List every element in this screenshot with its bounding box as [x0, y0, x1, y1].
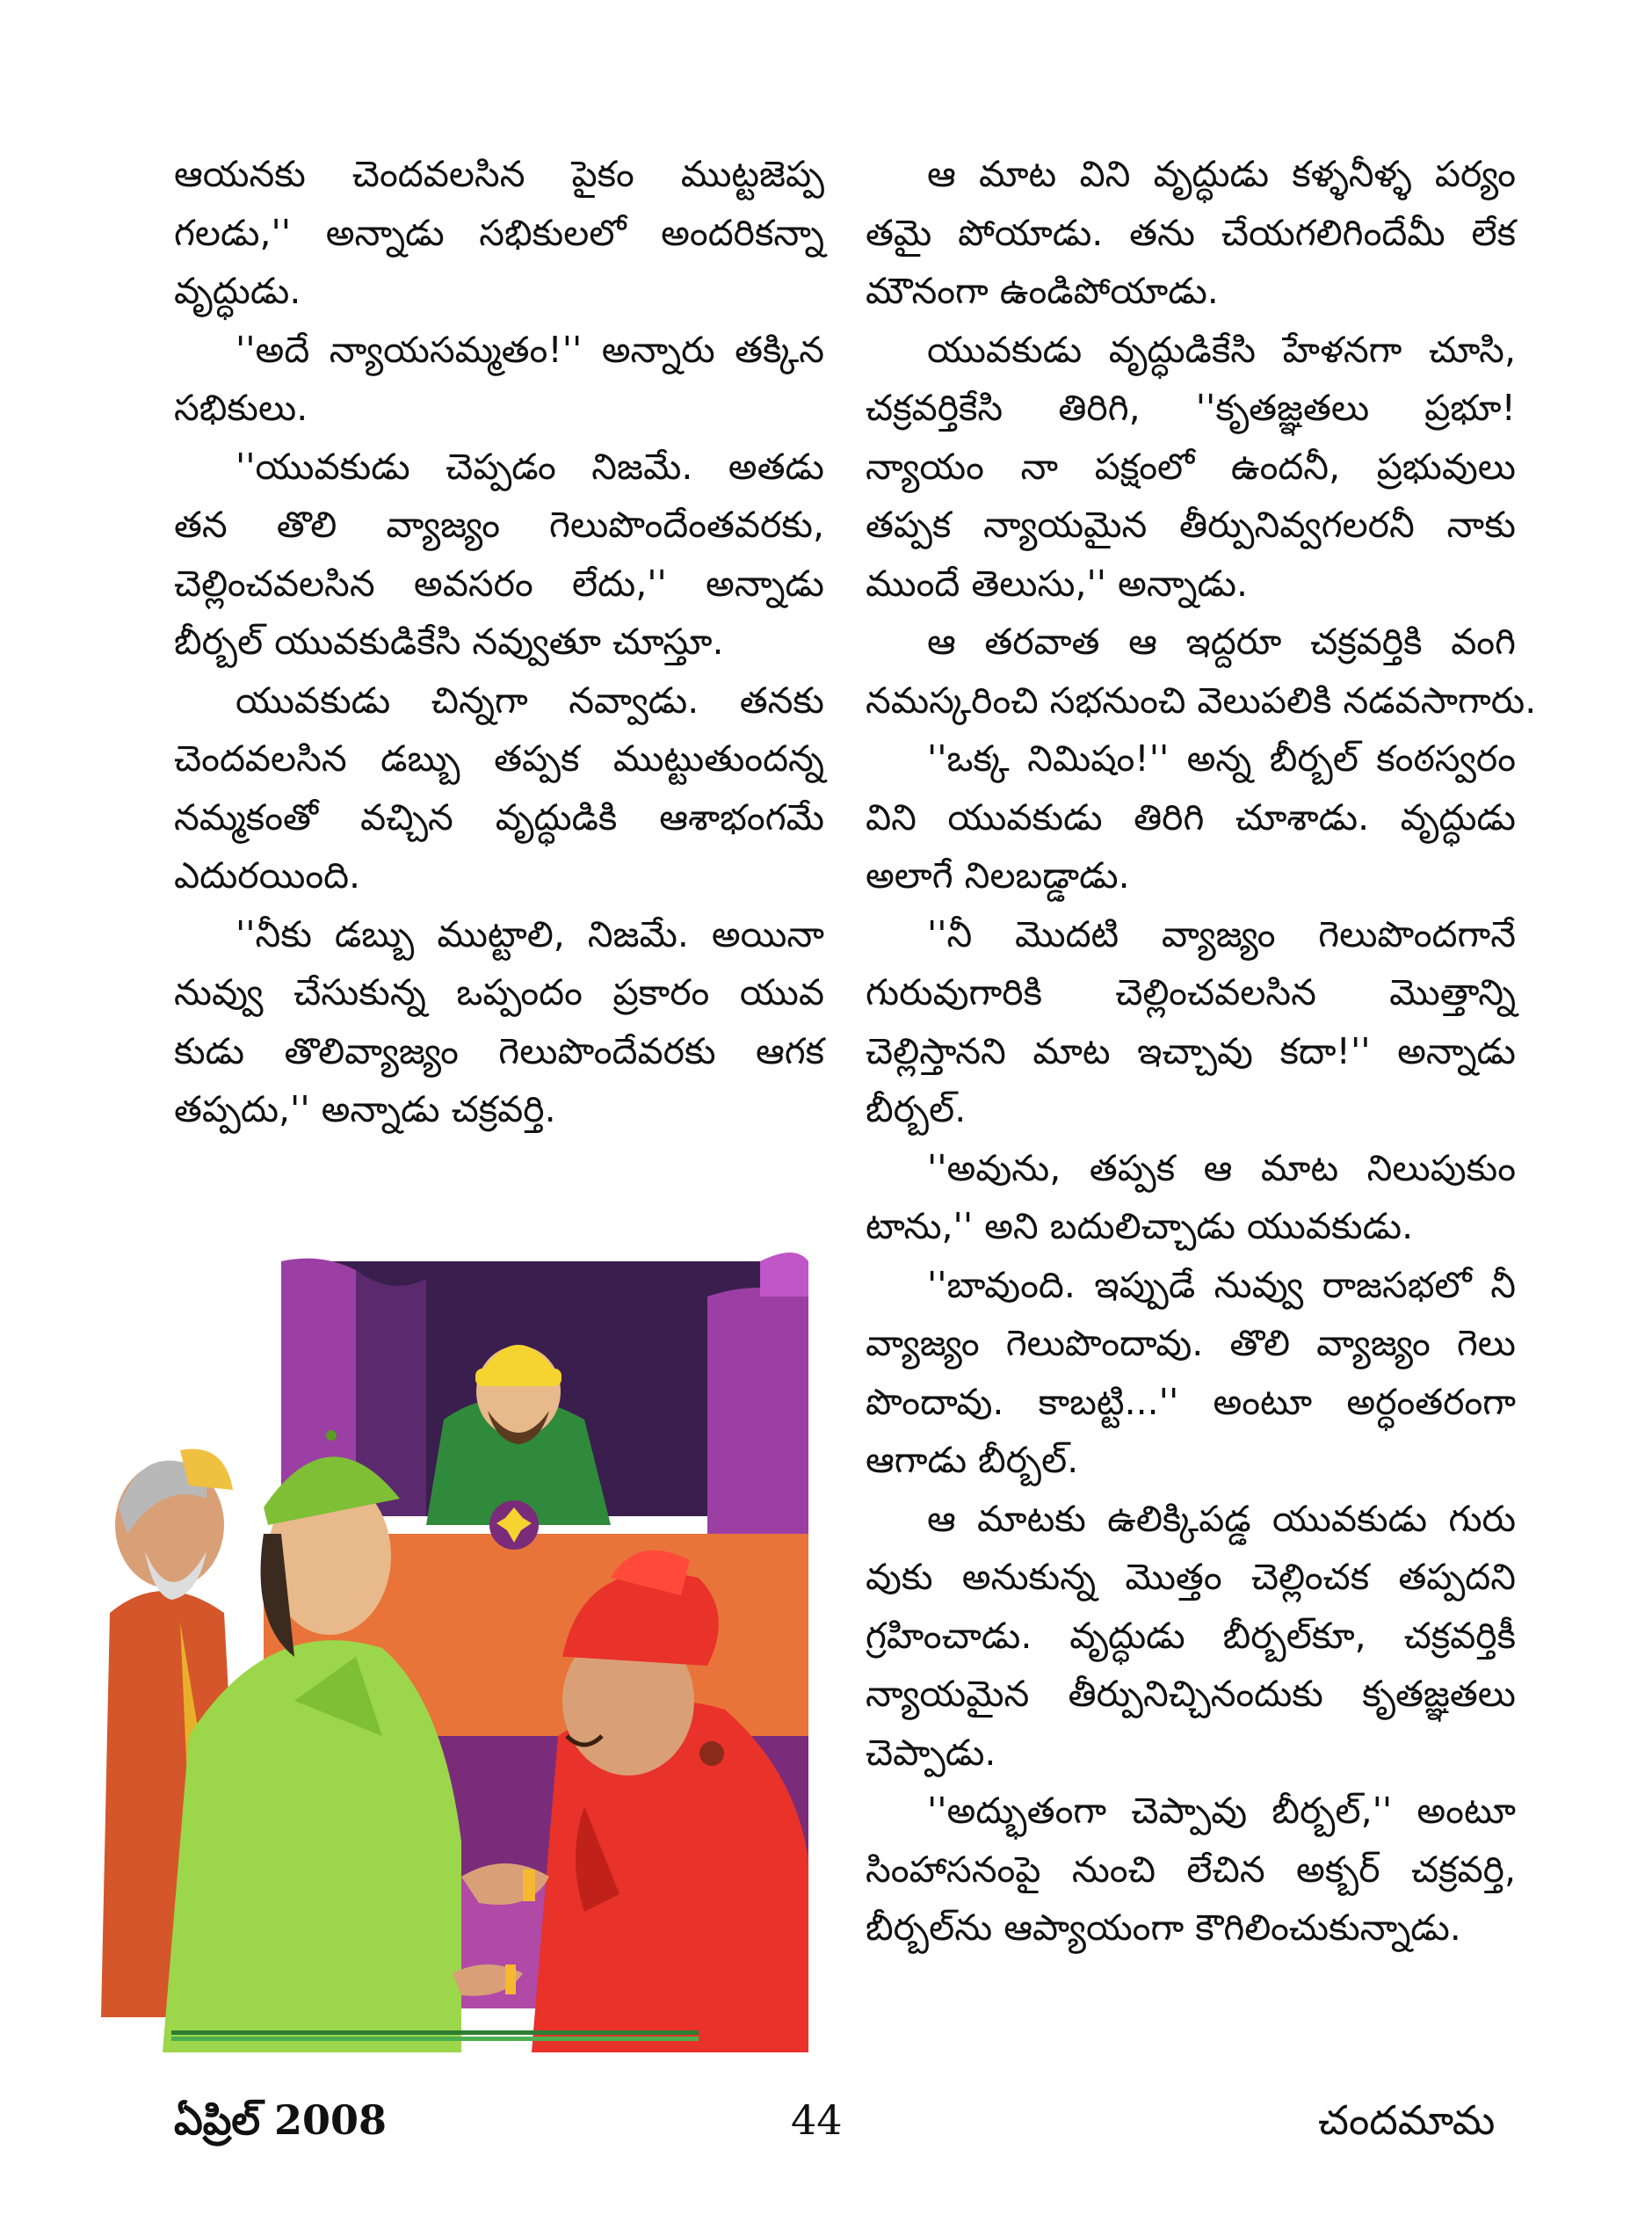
- text-line: తప్పదు,'' అన్నాడు చక్రవర్తి.: [174, 1088, 556, 1130]
- text-line: తన తొలి వ్యాజ్యం గెలుపొందేంతవరకు,: [174, 504, 824, 546]
- court-scene-illustration: [92, 1244, 830, 2052]
- text-line: నమస్కరించి సభనుంచి వెలుపలికి నడవసాగారు.: [866, 679, 1537, 722]
- text-line: బీర్బల్.: [866, 1088, 967, 1130]
- text-line: ఆగాడు బీర్బల్.: [866, 1439, 1079, 1481]
- text-line: ''నీ మొదటి వ్యాజ్యం గెలుపొందగానే: [927, 912, 1516, 955]
- text-line: గురువుగారికి చెల్లించవలసిన మొత్తాన్ని: [866, 971, 1516, 1013]
- text-line: చెప్పాడు.: [866, 1731, 996, 1774]
- text-line: తమై పోయాడు. తను చేయగలిగిందేమీ లేక: [866, 211, 1516, 254]
- text-line: ముందే తెలుసు,'' అన్నాడు.: [866, 562, 1249, 605]
- text-line: ఎదురయింది.: [174, 854, 361, 897]
- text-line: గ్రహించాడు. వృద్ధుడు బీర్బల్‌కూ, చక్రవర్తికీ: [866, 1614, 1516, 1657]
- text-line: చెందవలసిన డబ్బు తప్పక ముట్టుతుందన్న: [174, 737, 824, 780]
- text-line: చెల్లిస్తానని మాట ఇచ్చావు కదా!'' అన్నాడు: [866, 1029, 1516, 1072]
- text-line: బీర్బల్‌ను ఆప్యాయంగా కౌగిలించుకున్నాడు.: [866, 1906, 1461, 1949]
- text-line: వృద్ధుడు.: [174, 270, 301, 312]
- text-line: ''యువకుడు చెప్పడం నిజమే. అతడు: [235, 445, 824, 488]
- text-line: ఆ తరవాత ఆ ఇద్దరూ చక్రవర్తికి వంగి: [927, 621, 1516, 663]
- text-line: న్యాయమైన తీర్పునిచ్చినందుకు కృతజ్ఞతలు: [866, 1673, 1516, 1715]
- footer-date: ఏప్రిల్ 2008: [174, 2096, 388, 2144]
- text-line: చక్రవర్తికేసి తిరిగి, ''కృతజ్ఞతలు ప్రభూ!: [866, 387, 1516, 429]
- text-line: మౌనంగా ఉండిపోయాడు.: [866, 270, 1219, 312]
- page-number: 44: [791, 2096, 843, 2144]
- text-line: ''ఒక్క నిమిషం!'' అన్న బీర్బల్ కంఠస్వరం: [927, 737, 1516, 780]
- text-line: ''అదే న్యాయసమ్మతం!'' అన్నారు తక్కిన: [235, 328, 824, 371]
- text-line: సభికులు.: [174, 387, 308, 429]
- text-line: ''బావుంది. ఇప్పుడే నువ్వు రాజసభలో నీ: [927, 1263, 1516, 1306]
- magazine-name: చందమామ: [1318, 2096, 1496, 2144]
- text-line: యువకుడు వృద్ధుడికేసి హేళనగా చూసి,: [927, 328, 1516, 371]
- text-line: వ్యాజ్యం గెలుపొందావు. తొలి వ్యాజ్యం గెలు: [866, 1322, 1516, 1364]
- text-line: సింహాసనంపై నుంచి లేచిన అక్బర్ చక్రవర్తి,: [866, 1848, 1516, 1891]
- text-line: పొందావు. కాబట్టి...'' అంటూ అర్ధంతరంగా: [866, 1380, 1516, 1423]
- text-line: నువ్వు చేసుకున్న ఒప్పందం ప్రకారం యువ: [174, 971, 824, 1013]
- text-line: తప్పక న్యాయమైన తీర్పునివ్వగలరనీ నాకు: [866, 504, 1516, 546]
- text-line: కుడు తొలివ్యాజ్యం గెలుపొందేవరకు ఆగక: [174, 1029, 824, 1072]
- text-line: టాను,'' అని బదులిచ్చాడు యువకుడు.: [866, 1205, 1414, 1247]
- text-line: ఆయనకు చెందవలసిన పైకం ముట్టజెప్ప: [174, 153, 824, 195]
- text-line: అలాగే నిలబడ్డాడు.: [866, 854, 1130, 897]
- text-line: గలడు,'' అన్నాడు సభికులలో అందరికన్నా: [174, 211, 824, 254]
- text-line: న్యాయం నా పక్షంలో ఉందనీ, ప్రభువులు: [866, 445, 1516, 488]
- text-line: వుకు అనుకున్న మొత్తం చెల్లించక తప్పదని: [866, 1556, 1516, 1598]
- text-line: ''నీకు డబ్బు ముట్టాలి, నిజమే. అయినా: [235, 912, 824, 955]
- text-line: చెల్లించవలసిన అవసరం లేదు,'' అన్నాడు: [174, 562, 824, 605]
- text-line: ''అద్భుతంగా చెప్పావు బీర్బల్,'' అంటూ: [927, 1790, 1516, 1832]
- text-line: ఆ మాట విని వృద్ధుడు కళ్ళనీళ్ళ పర్యం: [927, 153, 1516, 195]
- text-line: నమ్మకంతో వచ్చిన వృద్ధుడికి ఆశాభంగమే: [174, 795, 824, 839]
- text-line: విని యువకుడు తిరిగి చూశాడు. వృద్ధుడు: [866, 795, 1516, 839]
- text-line: ఆ మాటకు ఉలిక్కిపడ్డ యువకుడు గురు: [927, 1497, 1516, 1540]
- text-line: ''అవును, తప్పక ఆ మాట నిలుపుకుం: [927, 1146, 1516, 1189]
- text-line: బీర్బల్ యువకుడికేసి నవ్వుతూ చూస్తూ.: [174, 621, 724, 663]
- text-line: యువకుడు చిన్నగా నవ్వాడు. తనకు: [235, 679, 824, 722]
